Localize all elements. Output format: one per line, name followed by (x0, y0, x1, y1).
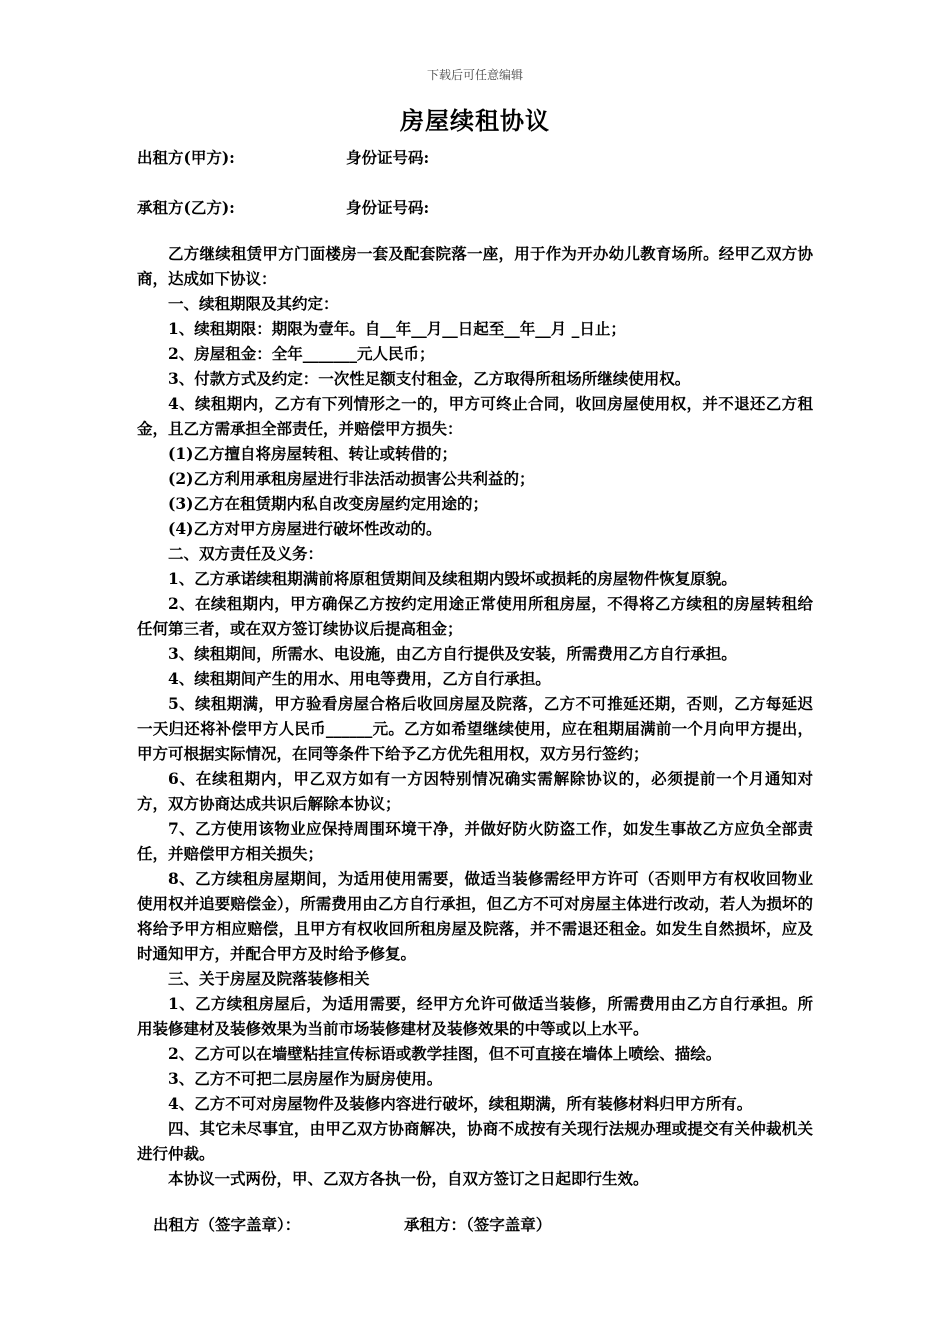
clause: 3、乙方不可把二层房屋作为厨房使用。 (168, 1069, 443, 1088)
section-heading: 四、其它未尽事宜，由甲乙双方协商解决，协商不成按有关现行法规办理或提交有关仲裁机关进行仲裁。 (137, 1119, 813, 1163)
clause: 2、房屋租金：全年_______元人民币； (168, 344, 435, 363)
sub-clause: (1)乙方擅自将房屋转租、转让或转借的； (168, 444, 457, 463)
sub-clause: (3)乙方在租赁期内私自改变房屋约定用途的； (168, 494, 488, 513)
lessor-id-label: 身份证号码: (346, 148, 430, 167)
clause: 6、在续租期内，甲乙双方如有一方因特别情况确实需解除协议的，必须提前一个月通知对方，双方协商达成共识后解除本协议； (137, 769, 813, 813)
lessee-id-label: 身份证号码: (346, 198, 430, 217)
clause: 3、付款方式及约定：一次性足额支付租金，乙方取得所租场所继续使用权。 (168, 369, 691, 388)
clause: 2、在续租期内，甲方确保乙方按约定用途正常使用所租房屋，不得将乙方续租的房屋转租给任何第三者，或在双方签订续协议后提高租金； (137, 594, 813, 638)
sub-clause: (2)乙方利用承租房屋进行非法活动损害公共利益的； (168, 469, 535, 488)
clause: 2、乙方可以在墙壁粘挂宣传标语或教学挂图，但不可直接在墙体上喷绘、描绘。 (168, 1044, 722, 1063)
closing-paragraph: 本协议一式两份，甲、乙双方各执一份，自双方签订之日起即行生效。 (168, 1169, 649, 1188)
intro-paragraph: 乙方继续租赁甲方门面楼房一套及配套院落一座，用于作为开办幼儿教育场所。经甲乙双方协商，达成如下协议： (137, 244, 813, 288)
clause: 8、乙方续租房屋期间，为适用使用需要，做适当装修需经甲方许可（否则甲方有权收回物业使用权并追要赔偿金），所需费用由乙方自行承担，但乙方不可对房屋主体进行改动，若人为损坏的将给予甲方相应赔偿，且甲方有权收回所租房屋及院落，并不需退还租金。如发生自然损坏，应及时通知甲方，并配合甲方及时给予修复。 (137, 869, 813, 963)
lessee-row (137, 196, 430, 218)
section-heading: 三、关于房屋及院落装修相关 (168, 969, 370, 988)
clause: 1、乙方续租房屋后，为适用需要，经甲方允许可做适当装修，所需费用由乙方自行承担。所用装修建材及装修效果为当前市场装修建材及装修效果的中等或以上水平。 (137, 994, 813, 1038)
section-heading: 二、双方责任及义务： (168, 544, 324, 563)
lessee-label: 承租方(乙方): (137, 198, 235, 217)
agreement-body (137, 241, 813, 1191)
sub-clause: (4)乙方对甲方房屋进行破坏性改动的。 (168, 519, 442, 538)
clause: 4、续租期内，乙方有下列情形之一的，甲方可终止合同，收回房屋使用权，并不退还乙方租金，且乙方需承担全部责任，并赔偿甲方损失： (137, 394, 813, 438)
clause: 7、乙方使用该物业应保持周围环境干净，并做好防火防盗工作，如发生事故乙方应负全部责任，并赔偿甲方相关损失； (137, 819, 813, 863)
clause: 3、续租期间，所需水、电设施，由乙方自行提供及安装，所需费用乙方自行承担。 (168, 644, 737, 663)
signature-row (153, 1213, 552, 1235)
lessor-signature-label: 出租方（签字盖章）： (153, 1215, 301, 1234)
lessor-row (137, 146, 430, 168)
clause: 4、乙方不可对房屋物件及装修内容进行破坏，续租期满，所有装修材料归甲方所有。 (168, 1094, 753, 1113)
section-heading: 一、续租期限及其约定： (168, 294, 339, 313)
clause: 1、续租期限：期限为壹年。自__年__月__日起至__年__月 _日止； (168, 319, 626, 338)
clause: 5、续租期满，甲方验看房屋合格后收回房屋及院落，乙方不可推延还期，否则，乙方每延迟一天归还将补偿甲方人民币______元。乙方如希望继续使用，应在租期届满前一个月向甲方提出，甲方可根据实际情况，在同等条件下给予乙方优先租用权，双方另行签约； (137, 694, 813, 763)
document-title: 房屋续租协议 (400, 106, 550, 135)
clause: 1、乙方承诺续租期满前将原租赁期间及续租期内毁坏或损耗的房屋物件恢复原貌。 (168, 569, 737, 588)
header-note: 下载后可任意编辑 (426, 68, 523, 82)
lessor-label: 出租方(甲方): (137, 148, 235, 167)
clause: 4、续租期间产生的用水、用电等费用，乙方自行承担。 (168, 669, 551, 688)
lessee-signature-label: 承租方：（签字盖章） (404, 1215, 552, 1234)
